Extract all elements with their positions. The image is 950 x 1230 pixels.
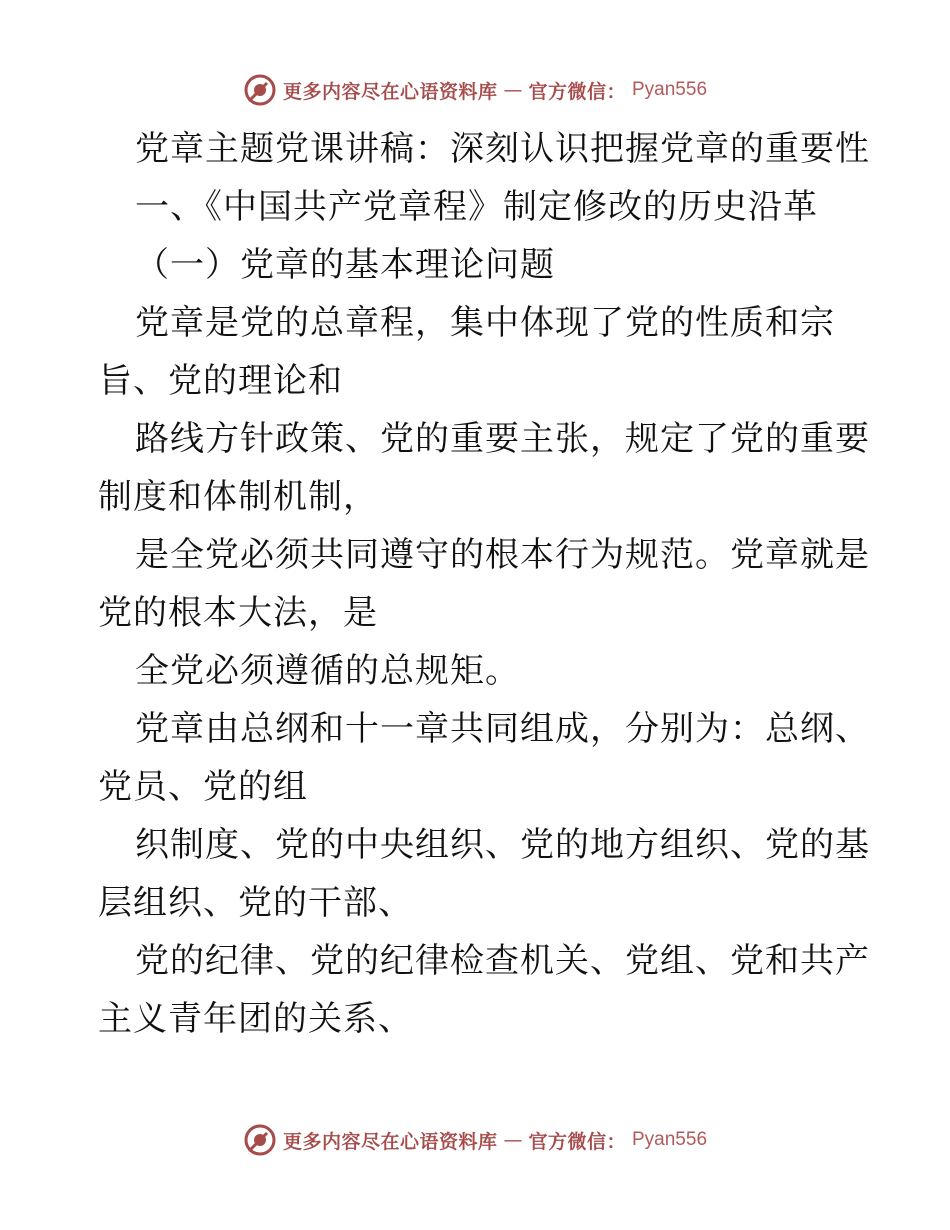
banner-separator: — [503, 79, 523, 101]
paragraph-line: 是全党必须共同遵守的根本行为规范。党章就是 [135, 535, 870, 575]
doc-title: 党章主题党课讲稿：深刻认识把握党章的重要性 [135, 129, 870, 169]
contact-id: Pyan556 [632, 79, 708, 100]
paragraph-line: 路线方针政策、党的重要主张，规定了党的重要 [135, 419, 870, 459]
section-heading: 一、《中国共产党章程》制定修改的历史沿革 [135, 187, 818, 227]
banner-text: 更多内容尽在心语资料库 [282, 80, 498, 103]
paragraph-line: 党章是党的总章程，集中体现了党的性质和宗 [135, 303, 835, 343]
paragraph-line: 党的根本大法，是 [98, 593, 378, 633]
document-body [98, 120, 870, 1048]
paragraph-line: 旨、党的理论和 [98, 361, 343, 401]
contact-label: 官方微信： [528, 80, 626, 103]
paragraph-line: 主义青年团的关系、 [98, 999, 413, 1039]
footer-banner [0, 1120, 950, 1160]
contact-id: Pyan556 [632, 1129, 708, 1150]
paragraph-line: 党章由总纲和十一章共同组成，分别为：总纲、 [135, 709, 870, 749]
subsection-heading: （一）党章的基本理论问题 [135, 245, 555, 285]
paragraph-line: 党员、党的组 [98, 767, 308, 807]
banner-text: 更多内容尽在心语资料库 [282, 1130, 498, 1153]
banner-separator: — [503, 1129, 523, 1151]
logo-icon [243, 1123, 277, 1157]
paragraph-line: 织制度、党的中央组织、党的地方组织、党的基 [135, 825, 870, 865]
paragraph-line: 层组织、党的干部、 [98, 883, 413, 923]
paragraph-line: 党的纪律、党的纪律检查机关、党组、党和共产 [135, 941, 870, 981]
header-banner [0, 70, 950, 110]
contact-label: 官方微信： [528, 1130, 626, 1153]
paragraph-line: 制度和体制机制， [98, 477, 378, 517]
paragraph-line: 全党必须遵循的总规矩。 [135, 651, 520, 691]
logo-icon [243, 73, 277, 107]
